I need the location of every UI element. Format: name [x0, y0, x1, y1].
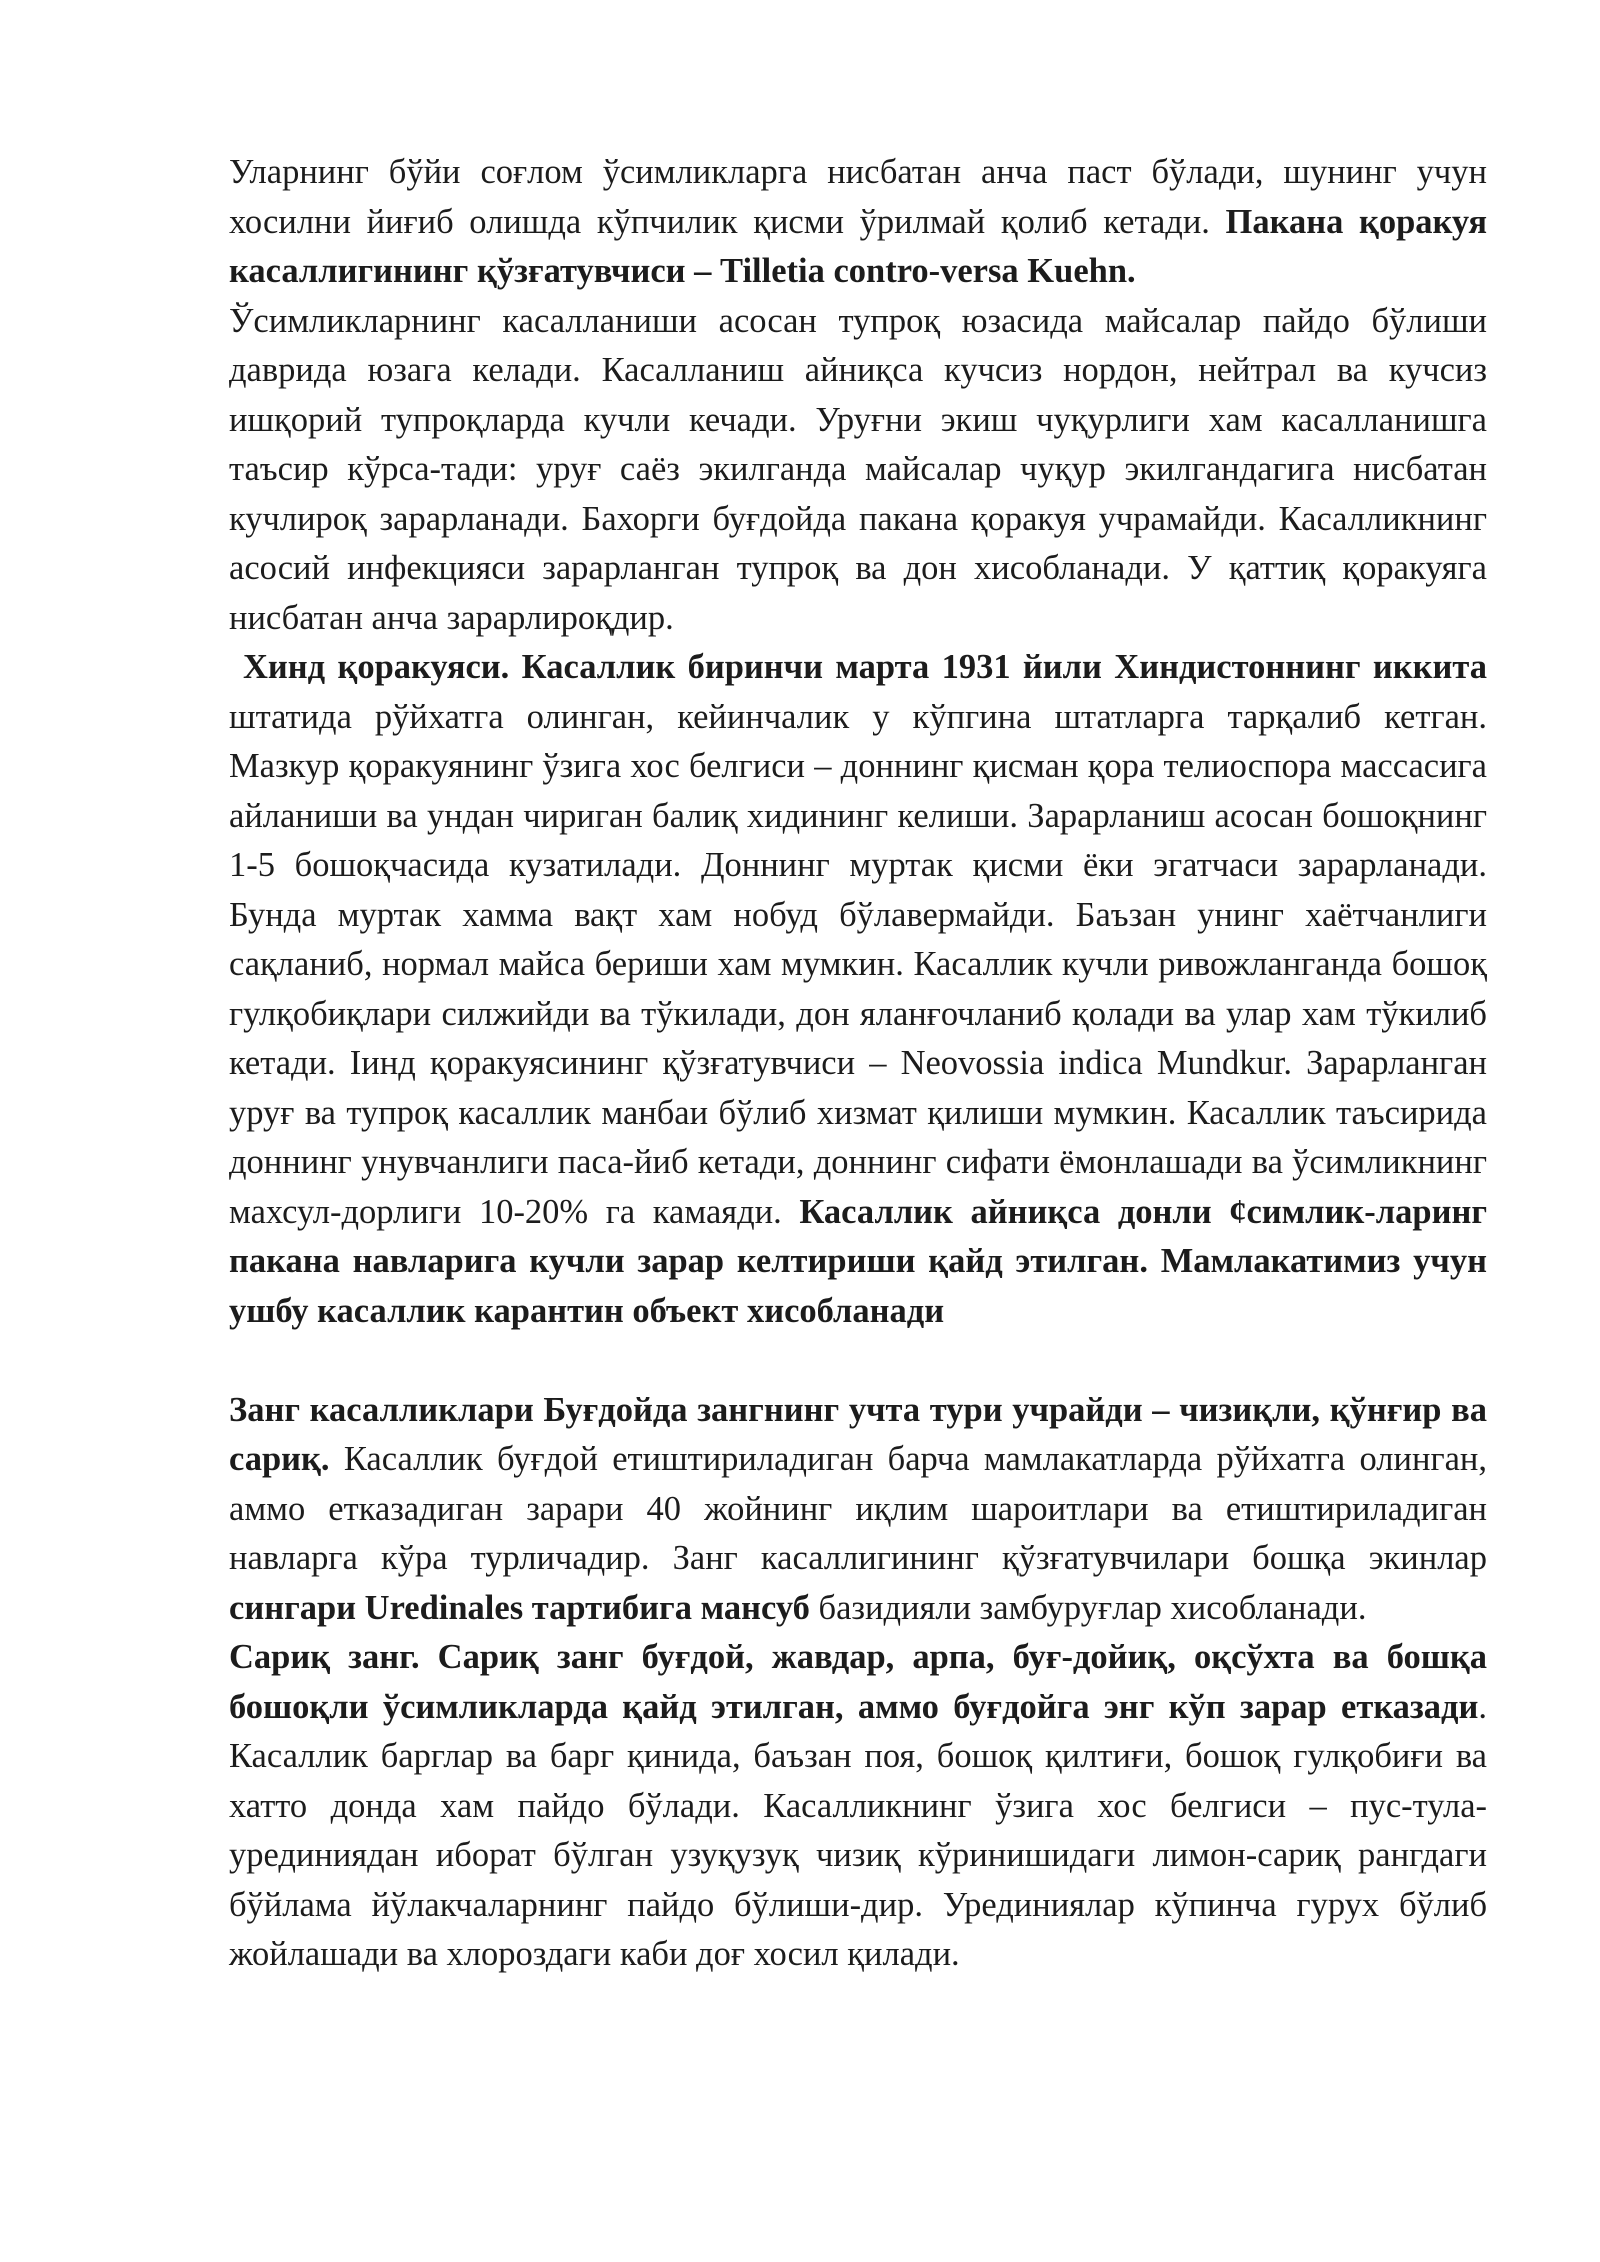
- paragraph-2: Ўсимликларнинг касалланиши асосан тупроқ юзасида майсалар пайдо бўлиши даврида юзага келади. Касалланиш айниқса кучсиз нордон, нейтрал ва кучсиз ишқорий тупроқларда кучли кечади. Уруғни экиш чуқурлиги хам касалланишга таъсир кўрса-тади: уруғ саёз экилганда майсалар чуқур экилгандагига нисбатан кучлироқ зарарланади. Бахорги буғдойда пакана қоракуя учрамайди. Касалликнинг асосий инфекцияси зарарланган тупроқ ва дон хисобланади. У қаттиқ қоракуяга нисбатан анча зарарлироқдир.: [229, 301, 1487, 637]
- paragraph-3-bold-conclusion: Касаллик айниқса донли ¢симлик-ларинг пакана навларига кучли зарар келтириши қайд этилган. Мамлакатимиз учун ушбу касаллик карантин объект хисобланади: [229, 1192, 1487, 1330]
- paragraph-1-bold: Пакана қоракуя касаллигининг қўзғатувчиси – Tilletia contro-versa Kuehn.: [229, 202, 1487, 290]
- paragraph-4-heading: Занг касалликлари Буғдойда зангнинг учта тури учрайди – чизиқли, қўнғир ва сариқ.: [229, 1390, 1487, 1478]
- paragraph-3: [229, 643, 1487, 1336]
- paragraph-3-text: штатида рўйхатга олинган, кейинчалик у кўпгина штатларга тарқалиб кетган. Мазкур қоракуянинг ўзига хос белгиси – доннинг қисман қора телиоспора массасига айланиши ва ундан чириган балиқ хидининг келиши. Зарарланиш асосан бошоқнинг 1-5 бошоқчасида кузатилади. Доннинг муртак қисми ёки эгатчаси зарарланади. Бунда муртак хамма вақт хам нобуд бўлавермайди. Баъзан унинг хаётчанлиги сақланиб, нормал майса бериши хам мумкин. Касаллик кучли ривожланганда бошоқ гулқобиқлари силжийди ва тўкилади, дон яланғочланиб қолади ва улар хам тўкилиб кетади. Iинд қоракуясининг қўзғатувчиси – Neovossia indica Mundkur. Зарарланган уруғ ва тупроқ касаллик манбаи бўлиб хизмат қилиши мумкин. Касаллик таъсирида доннинг унувчанлиги паса-йиб кетади, доннинг сифати ёмонлашади ва ўсимликнинг махсул-дорлиги 10-20% га камаяди.: [229, 697, 1487, 1231]
- paragraph-1: [229, 148, 1487, 297]
- paragraph-3-heading: Хинд қоракуяси. Касаллик биринчи марта 1931 йили Хиндистоннинг иккита: [243, 648, 1487, 686]
- paragraph-1-text: Уларнинг бўйи соғлом ўсимликларга нисбатан анча паст бўлади, шунинг учун хосилни йиғиб олишда кўпчилик қисми ўрилмай қолиб кетади.: [229, 153, 1487, 241]
- paragraph-4-text-end: базидияли замбуруғлар хисобланади.: [809, 1588, 1367, 1627]
- paragraph-4-bold: сингари Uredinales тартибига мансуб: [229, 1588, 810, 1627]
- paragraph-5: [229, 1633, 1487, 1980]
- paragraph-5-text: . Касаллик барглар ва барг қинида, баъзан поя, бошоқ қилтиғи, бошоқ гулқобиғи ва хатто донда хам пайдо бўлади. Касалликнинг ўзига хос белгиси – пус-тула-урединиядан иборат бўлган узуқузуқ чизиқ кўринишидаги лимон-сариқ рангдаги бўйлама йўлакчаларнинг пайдо бўлиши-дир. Урединиялар кўпинча гурух бўлиб жойлашади ва хлороздаги каби доғ хосил қилади.: [229, 1687, 1487, 1973]
- paragraph-4: [229, 1386, 1487, 1634]
- paragraph-5-heading: Сариқ занг. Сариқ занг буғдой, жавдар, арпа, буғ-дойиқ, оқсўхта ва бошқа бошоқли ўсимликларда қайд этилган, аммо буғдойга энг кўп зарар етказади: [229, 1638, 1487, 1726]
- paragraph-4-text: Касаллик буғдой етиштириладиган барча мамлакатларда рўйхатга олинган, аммо етказадиган зарари 40 жойнинг иқлим шароитлари ва етиштириладиган навларга кўра турличадир. Занг касаллигининг қўзғатувчилари бошқа экинлар: [229, 1440, 1487, 1577]
- blank-line: [229, 1336, 1487, 1386]
- document-page: [229, 148, 1487, 1980]
